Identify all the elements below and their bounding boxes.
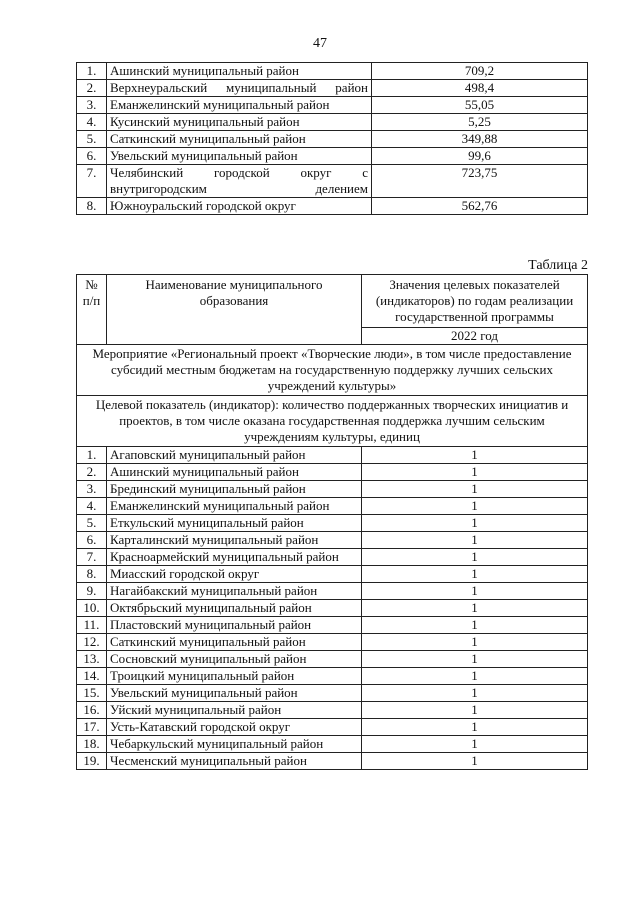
row-value: 1 bbox=[362, 447, 588, 464]
row-number: 9. bbox=[77, 583, 107, 600]
row-value: 1 bbox=[362, 617, 588, 634]
row-value: 709,2 bbox=[372, 63, 588, 80]
row-name: Ашинский муниципальный район bbox=[107, 63, 372, 80]
row-value: 1 bbox=[362, 532, 588, 549]
table-row bbox=[77, 651, 588, 668]
row-name: Уйский муниципальный район bbox=[107, 702, 362, 719]
row-name: Челябинский городской округ с внутригородским делением bbox=[107, 165, 372, 198]
row-value: 498,4 bbox=[372, 80, 588, 97]
row-name: Пластовский муниципальный район bbox=[107, 617, 362, 634]
table-row bbox=[77, 165, 588, 198]
table-1 bbox=[76, 62, 588, 215]
table-row bbox=[77, 634, 588, 651]
row-number: 2. bbox=[77, 464, 107, 481]
row-name: Кусинский муниципальный район bbox=[107, 114, 372, 131]
row-value: 55,05 bbox=[372, 97, 588, 114]
row-name: Чебаркульский муниципальный район bbox=[107, 736, 362, 753]
header-year: 2022 год bbox=[362, 328, 588, 345]
row-value: 1 bbox=[362, 685, 588, 702]
header-number: № п/п bbox=[77, 275, 107, 345]
row-name: Сосновский муниципальный район bbox=[107, 651, 362, 668]
row-value: 1 bbox=[362, 719, 588, 736]
row-value: 1 bbox=[362, 464, 588, 481]
row-number: 7. bbox=[77, 549, 107, 566]
header-row bbox=[77, 275, 588, 328]
row-name: Нагайбакский муниципальный район bbox=[107, 583, 362, 600]
row-number: 6. bbox=[77, 532, 107, 549]
row-number: 8. bbox=[77, 566, 107, 583]
table-row bbox=[77, 702, 588, 719]
row-name: Еманжелинский муниципальный район bbox=[107, 498, 362, 515]
row-number: 3. bbox=[77, 481, 107, 498]
table-row bbox=[77, 515, 588, 532]
table-row bbox=[77, 736, 588, 753]
row-value: 1 bbox=[362, 634, 588, 651]
row-value: 99,6 bbox=[372, 148, 588, 165]
row-name: Карталинский муниципальный район bbox=[107, 532, 362, 549]
row-name: Октябрьский муниципальный район bbox=[107, 600, 362, 617]
row-name: Еманжелинский муниципальный район bbox=[107, 97, 372, 114]
row-value: 1 bbox=[362, 583, 588, 600]
row-number: 17. bbox=[77, 719, 107, 736]
row-number: 19. bbox=[77, 753, 107, 770]
header-values: Значения целевых показателей (индикаторов) по годам реализации государственной программы bbox=[362, 275, 588, 328]
row-name: Троицкий муниципальный район bbox=[107, 668, 362, 685]
row-number: 5. bbox=[77, 515, 107, 532]
row-value: 723,75 bbox=[372, 165, 588, 198]
row-number: 10. bbox=[77, 600, 107, 617]
row-number: 2. bbox=[77, 80, 107, 97]
row-name: Усть-Катавский городской округ bbox=[107, 719, 362, 736]
row-value: 1 bbox=[362, 498, 588, 515]
row-number: 3. bbox=[77, 97, 107, 114]
row-number: 15. bbox=[77, 685, 107, 702]
row-number: 16. bbox=[77, 702, 107, 719]
table-row bbox=[77, 719, 588, 736]
table-row bbox=[77, 198, 588, 215]
table-row bbox=[77, 532, 588, 549]
row-value: 1 bbox=[362, 600, 588, 617]
row-number: 5. bbox=[77, 131, 107, 148]
row-name: Саткинский муниципальный район bbox=[107, 131, 372, 148]
row-name: Южноуральский городской округ bbox=[107, 198, 372, 215]
row-value: 1 bbox=[362, 702, 588, 719]
header-name: Наименование муниципального образования bbox=[107, 275, 362, 345]
row-name: Увельский муниципальный район bbox=[107, 148, 372, 165]
event-title: Мероприятие «Региональный проект «Творческие люди», в том числе предоставление субсидий местным бюджетам на государственную поддержку лучших сельских учреждений культуры» bbox=[77, 345, 588, 396]
row-value: 349,88 bbox=[372, 131, 588, 148]
table-row bbox=[77, 753, 588, 770]
table-row bbox=[77, 668, 588, 685]
row-number: 1. bbox=[77, 63, 107, 80]
row-name: Красноармейский муниципальный район bbox=[107, 549, 362, 566]
table-row bbox=[77, 583, 588, 600]
row-number: 13. bbox=[77, 651, 107, 668]
table-row bbox=[77, 447, 588, 464]
table-caption: Таблица 2 bbox=[528, 258, 588, 273]
table-row bbox=[77, 148, 588, 165]
table-row bbox=[77, 481, 588, 498]
row-value: 1 bbox=[362, 481, 588, 498]
row-name: Брединский муниципальный район bbox=[107, 481, 362, 498]
row-name: Саткинский муниципальный район bbox=[107, 634, 362, 651]
table-row bbox=[77, 464, 588, 481]
row-name: Еткульский муниципальный район bbox=[107, 515, 362, 532]
table-row bbox=[77, 600, 588, 617]
row-number: 6. bbox=[77, 148, 107, 165]
row-number: 11. bbox=[77, 617, 107, 634]
table-row bbox=[77, 114, 588, 131]
table-row bbox=[77, 80, 588, 97]
table-row bbox=[77, 549, 588, 566]
table-row bbox=[77, 498, 588, 515]
row-name: Чесменский муниципальный район bbox=[107, 753, 362, 770]
row-number: 1. bbox=[77, 447, 107, 464]
row-value: 1 bbox=[362, 651, 588, 668]
row-number: 4. bbox=[77, 114, 107, 131]
row-name: Агаповский муниципальный район bbox=[107, 447, 362, 464]
row-name: Верхнеуральский муниципальный район bbox=[107, 80, 372, 97]
table-row bbox=[77, 63, 588, 80]
row-number: 7. bbox=[77, 165, 107, 198]
row-number: 18. bbox=[77, 736, 107, 753]
table-row bbox=[77, 131, 588, 148]
row-number: 14. bbox=[77, 668, 107, 685]
table-row bbox=[77, 566, 588, 583]
page-number: 47 bbox=[313, 36, 327, 51]
table-2 bbox=[76, 274, 588, 770]
row-value: 1 bbox=[362, 668, 588, 685]
row-number: 4. bbox=[77, 498, 107, 515]
indicator-row bbox=[77, 396, 588, 447]
row-value: 1 bbox=[362, 753, 588, 770]
table-row bbox=[77, 617, 588, 634]
table-row bbox=[77, 97, 588, 114]
indicator-title: Целевой показатель (индикатор): количество поддержанных творческих инициатив и проектов, в том числе оказана государственная поддержка лучшим сельским учреждениям культуры, единиц bbox=[77, 396, 588, 447]
row-value: 1 bbox=[362, 549, 588, 566]
row-name: Миасский городской округ bbox=[107, 566, 362, 583]
row-value: 562,76 bbox=[372, 198, 588, 215]
row-number: 12. bbox=[77, 634, 107, 651]
event-row bbox=[77, 345, 588, 396]
row-value: 1 bbox=[362, 515, 588, 532]
table-row bbox=[77, 685, 588, 702]
row-value: 5,25 bbox=[372, 114, 588, 131]
row-name: Ашинский муниципальный район bbox=[107, 464, 362, 481]
row-number: 8. bbox=[77, 198, 107, 215]
row-name: Увельский муниципальный район bbox=[107, 685, 362, 702]
row-value: 1 bbox=[362, 566, 588, 583]
row-value: 1 bbox=[362, 736, 588, 753]
